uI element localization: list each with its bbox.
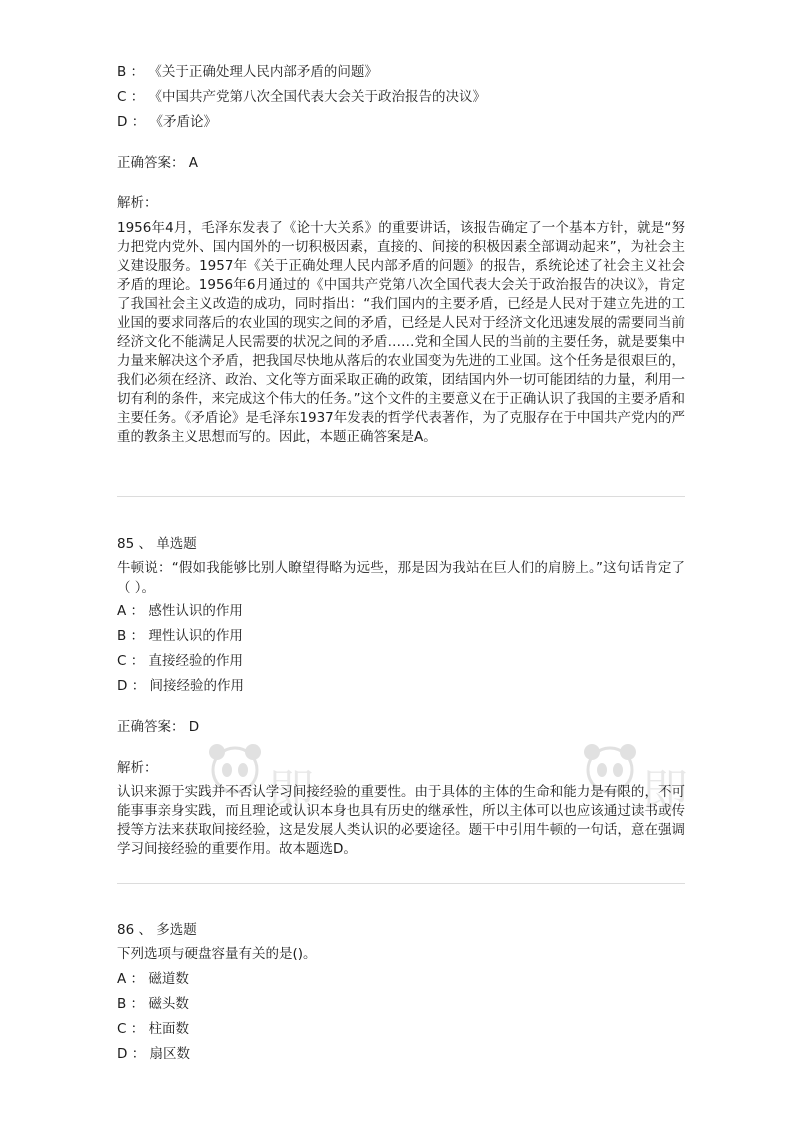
watermark-text: 即 bbox=[642, 764, 688, 818]
answer-line: 正确答案： A bbox=[117, 155, 199, 171]
answer-line: 正确答案： D bbox=[117, 719, 200, 735]
option-b: B ： 《关于正确处理人民内部矛盾的问题》 bbox=[117, 64, 378, 80]
option-d: D ： 扇区数 bbox=[117, 1046, 190, 1062]
analysis-text: 认识来源于实践并不否认学习间接经验的重要性。由于具体的主体的生命和能力是有限的，不可能事事亲身实践，而且理论或认识本身也具有历史的继承性，所以主体可以也应该通过读书或传授等方法来获取间接经验，这是发展人类认识的必要途径。题干中引用牛顿的一句话，意在强调学习间接经验的重要作用。故本题选D。 bbox=[117, 784, 685, 857]
option-d: D ： 《矛盾论》 bbox=[117, 114, 217, 130]
divider bbox=[117, 883, 685, 884]
option-b: B ： 理性认识的作用 bbox=[117, 628, 243, 644]
analysis-text: 1956年4月，毛泽东发表了《论十大关系》的重要讲话，该报告确定了一个基本方针，就是“努力把党内党外、国内国外的一切积极因素，直接的、间接的积极因素全部调动起来”，为社会主义建设服务。1957年《关于正确处理人民内部矛盾的问题》的报告，系统论述了社会主义社会矛盾的理论。1956年6月通过的《中国共产党第八次全国代表大会关于政治报告的决议》，肯定了我国社会主义改造的成功，同时指出：“我们国内的主要矛盾，已经是人民对于建立先进的工业国的要求同落后的农业国的现实之间的矛盾，已经是人民对于经济文化迅速发展的需要同当前经济文化不能满足人民需要的状况之间的矛盾……党和全国人民的当前的主要任务，就是要集中力量来解决这个矛盾，把我国尽快地从落后的农业国变为先进的工业国。这个任务是很艰巨的，我们必须在经济、政治、文化等方面采取正确的政策，团结国内外一切可能团结的力量，利用一切有利的条件，来完成这个伟大的任务。”这个文件的主要意义在于正确认识了我国的主要矛盾和主要任务。《矛盾论》是毛泽东1937年发表的哲学代表著作，为了克服存在于中国共产党内的严重的教条主义思想而写的。因此，本题正确答案是A。 bbox=[117, 220, 685, 445]
analysis-label: 解析： bbox=[117, 195, 158, 211]
divider bbox=[117, 496, 685, 497]
analysis-label: 解析： bbox=[117, 760, 158, 776]
option-c: C ： 《中国共产党第八次全国代表大会关于政治报告的决议》 bbox=[117, 89, 487, 105]
option-a: A ： 感性认识的作用 bbox=[117, 603, 243, 619]
question-stem: 牛顿说：“假如我能够比别人瞭望得略为远些，那是因为我站在巨人们的肩膀上。”这句话肯定了（ ）。 bbox=[117, 560, 685, 596]
watermark-text: 即 bbox=[268, 764, 314, 818]
option-c: C ： 柱面数 bbox=[117, 1021, 190, 1037]
option-b: B ： 磁头数 bbox=[117, 996, 189, 1012]
option-a: A ： 磁道数 bbox=[117, 971, 189, 987]
question-header: 85 、 单选题 bbox=[117, 536, 197, 552]
question-header: 86 、 多选题 bbox=[117, 922, 197, 938]
option-c: C ： 直接经验的作用 bbox=[117, 653, 244, 669]
question-stem: 下列选项与硬盘容量有关的是()。 bbox=[117, 946, 317, 962]
option-d: D ： 间接经验的作用 bbox=[117, 678, 244, 694]
